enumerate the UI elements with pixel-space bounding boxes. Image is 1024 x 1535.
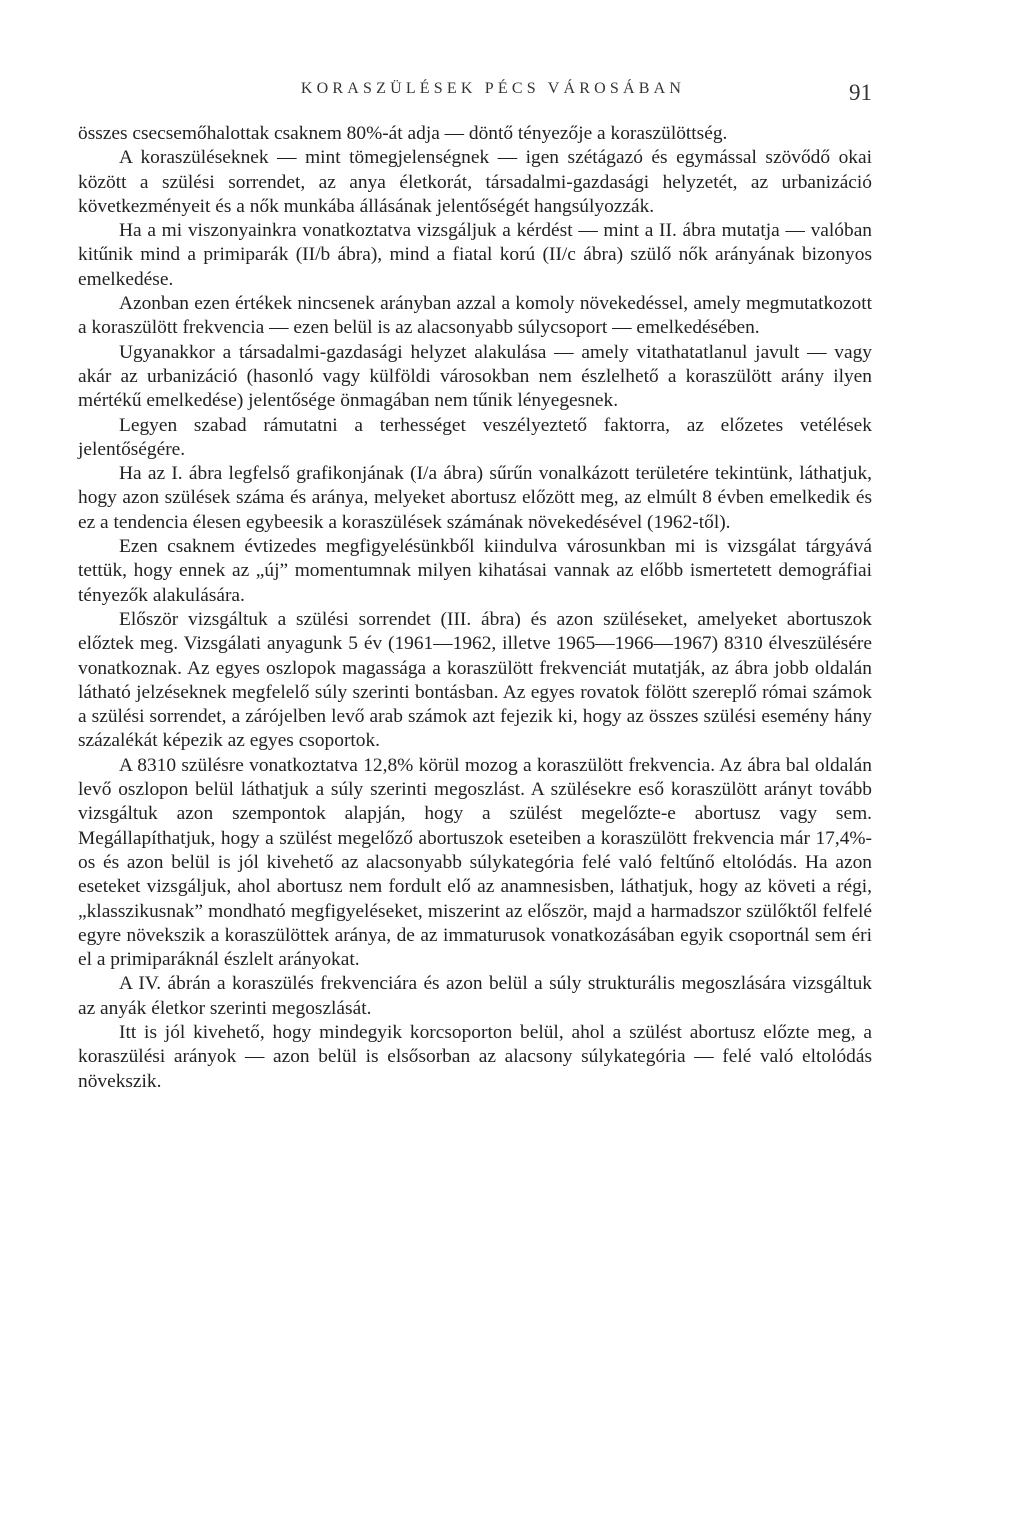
paragraph: Ha a mi viszonyainkra vonatkoztatva vizsgáljuk a kérdést — mint a II. ábra mutatja — valóban kitűnik mind a primiparák (II/b ábra), mind a fiatal korú (II/c ábra) szülő nők arányának bizonyos emelkedése.	[78, 220, 872, 290]
paragraph: Ha az I. ábra legfelső grafikonjának (I/a ábra) sűrűn vonalkázott területére tekintünk, láthatjuk, hogy azon szülések száma és aránya, melyeket abortusz előzött meg, az elmúlt 8 évben emelkedik és ez a tendencia élesen egybeesik a koraszülések számának növekedésével (1962-től).	[78, 463, 872, 533]
paragraph: A koraszüléseknek — mint tömegjelenségnek — igen szétágazó és egymással szövődő okai között a szülési sorrendet, az anya életkorát, társadalmi-gazdasági helyzetét, az urbanizáció következményeit és a nők munkába állásának jelentőségét hangsúlyozzák.	[78, 147, 872, 217]
paragraph: Ezen csaknem évtizedes megfigyelésünkből kiindulva városunkban mi is vizsgálat tárgyává tettük, hogy ennek az „új” momentumnak milyen kihatásai vannak az előbb ismertetett demográfiai tényezők alakulására.	[78, 536, 872, 606]
paragraph: Itt is jól kivehető, hogy mindegyik korcsoporton belül, ahol a szülést abortusz előzte meg, a koraszülési arányok — azon belül is elsősorban az alacsony súlykategória — felé való eltolódás növekszik.	[78, 1021, 872, 1092]
running-title: KORASZÜLÉSEK PÉCS VÁROSÁBAN	[300, 80, 686, 97]
paragraph-continued: összes csecsemőhalottak csaknem 80%-át adja — döntő tényezője a koraszülöttség.	[78, 123, 728, 144]
paragraph: Ugyanakkor a társadalmi-gazdasági helyzet alakulása — amely vitathatatlanul javult — vagy akár az urbanizáció (hasonló vagy külföldi városokban nem észlelhető a koraszülött arány ilyen mértékű emelkedése) jelentősége önmagában nem tűnik lényegesnek.	[78, 341, 872, 412]
paragraph: A 8310 szülésre vonatkoztatva 12,8% körül mozog a koraszülött frekvencia. Az ábra bal oldalán levő oszlopon belül láthatjuk a súly szerinti megoszlást. A szülésekre eső koraszülött arányt tovább vizsgáltuk azon szempontok alapján, hogy a szülést megelőzte-e abortusz vagy sem. Megállapíthatjuk, hogy a szülést megelőző abortuszok eseteiben a koraszülött frekvencia már 17,4%-os és azon belül is jól kivehető az alacsonyabb súlykategória felé való feltűnő eltolódás. Ha azon eseteket vizsgáljuk, ahol abortusz nem fordult elő az anamnesisben, láthatjuk, hogy az követi a régi, „klasszikusnak” mondható megfigyeléseket, miszerint az először, majd a harmadszor szülőktől felfelé egyre növekszik a koraszülöttek aránya, de az immaturusok vonatkozásában egyik csoportnál sem éri el a primiparáknál észlelt arányokat.	[78, 754, 872, 971]
book-page	[78, 74, 872, 1094]
paragraph: A IV. ábrán a koraszülés frekvenciára és azon belül a súly strukturális megoszlására vizsgáltuk az anyák életkor szerinti megoszlását.	[78, 973, 872, 1019]
paragraph: Azonban ezen értékek nincsenek arányban azzal a komoly növekedéssel, amely megmutatkozott a koraszülött frekvencia — ezen belül is az alacsonyabb súlycsoport — emelkedésében.	[78, 293, 872, 339]
paragraph: Legyen szabad rámutatni a terhességet veszélyeztető faktorra, az előzetes vetélések jelentőségére.	[78, 414, 872, 460]
running-head	[78, 74, 872, 118]
page-number: 91	[849, 80, 872, 105]
paragraph: Először vizsgáltuk a szülési sorrendet (III. ábra) és azon szüléseket, amelyeket abortuszok előztek meg. Vizsgálati anyagunk 5 év (1961—1962, illetve 1965—1966—1967) 8310 élveszülésére vonatkoznak. Az egyes oszlopok magassága a koraszülött frekvenciát mutatják, az ábra jobb oldalán látható jelzéseknek megfelelő súly szerinti bontásban. Az egyes rovatok fölött szereplő római számok a szülési sorrendet, a zárójelben levő arab számok azt fejezik ki, hogy az összes szülési esemény hány százalékát képezik az egyes csoportok.	[78, 608, 872, 752]
body-text	[78, 122, 872, 1094]
